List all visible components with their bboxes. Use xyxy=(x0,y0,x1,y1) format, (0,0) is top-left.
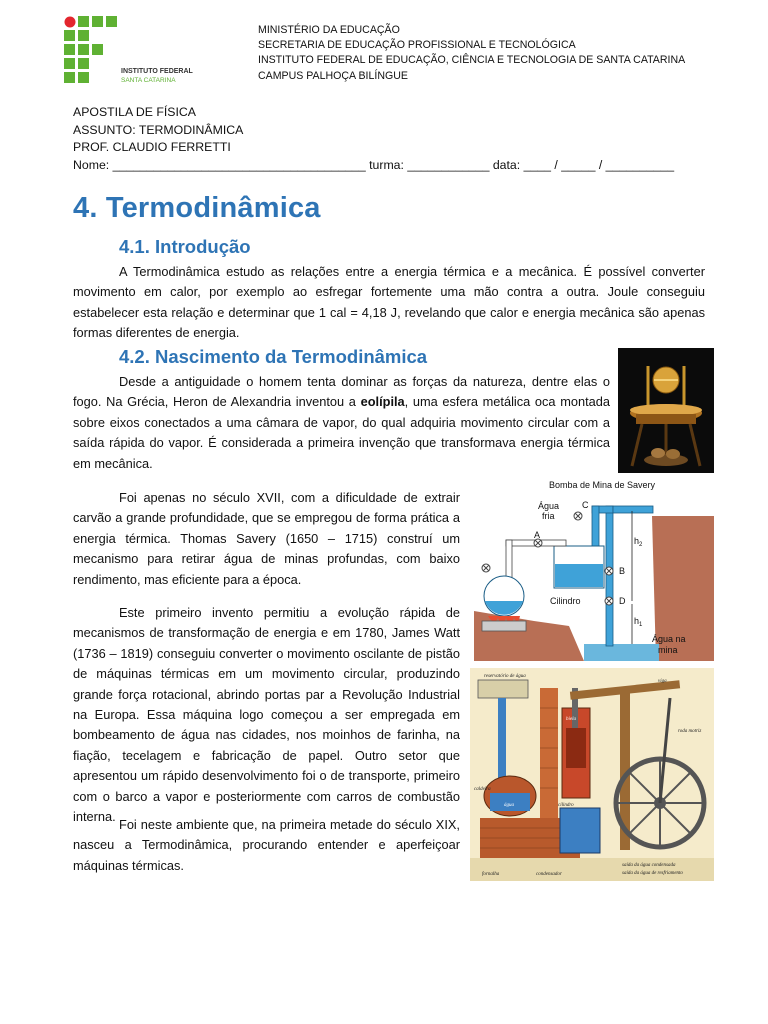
student-info-line: Nome: _____________________________________ turma: ____________ data: ____ / _____ / __________ xyxy=(73,158,675,172)
p4-text: Foi neste ambiente que, na primeira metade do século XIX, nasceu a Termodinâmica, procurando entender e aperfeiçoar máquinas térmicas. xyxy=(73,817,460,873)
savery-valve-c: C xyxy=(582,500,589,510)
paragraph-savery xyxy=(73,488,460,590)
header-line-1: MINISTÉRIO DA EDUCAÇÃO xyxy=(258,24,400,36)
savery-h1: $h_1$ xyxy=(634,616,643,628)
section-birth-title: 4.2. Nascimento da Termodinâmica xyxy=(119,346,428,367)
header-line-2: SECRETARIA DE EDUCAÇÃO PROFISSIONAL E TECNOLÓGICA xyxy=(258,39,576,52)
savery-agua-fria-1: Água xyxy=(538,501,560,511)
watt-label-saida1: saída da água condensada xyxy=(622,863,676,868)
watt-label-condensador: condensador xyxy=(536,872,562,877)
savery-cilindro: Cilindro xyxy=(550,596,581,606)
header-line-4: CAMPUS PALHOÇA BILÍNGUE xyxy=(258,69,408,82)
paragraph-eolipila xyxy=(73,372,610,474)
savery-agua-mina-1: Água na xyxy=(652,634,686,644)
watt-label-roda: roda motriz xyxy=(678,729,702,734)
watt-label-reservatorio: reservatório de água xyxy=(484,674,526,679)
watt-label-viga: viga xyxy=(658,679,667,684)
watt-engine-illustration xyxy=(470,668,714,881)
p3-text: Este primeiro invento permitiu a evolução rápida de mecanismos de transformação de energia e em 1780, James Watt (1736 – 1819) conseguiu converter o movimento oscilante de pistão de máquinas térmicas em um movimento circular, produzindo grande força rotacional, abrindo portas par a Revolução Industrial na Europa. Essa máquina logo começou a ser empregada em bombeamento de água nas cidades, nos moinhos de farinha, na fiação, tecelagem e fabricação de papel. Outro setor que apresentou um rápido desenvolvimento foi o de transporte, primeiro com o barco a vapor e posteriormente com carros de combustão interna. xyxy=(73,605,460,825)
chapter-title: 4. Termodinâmica xyxy=(73,192,321,224)
watt-label-agua: água xyxy=(504,803,514,808)
savery-pump-diagram xyxy=(474,476,714,661)
watt-label-saida2: saída da água de resfriamento xyxy=(622,871,683,876)
section-intro-title: 4.1. Introdução xyxy=(119,236,251,257)
intro-paragraph xyxy=(73,262,705,344)
savery-agua-fria-2: fria xyxy=(542,511,555,521)
savery-title: Bomba de Mina de Savery xyxy=(549,480,656,490)
intro-text: A Termodinâmica estudo as relações entre a energia térmica e a mecânica. É possível converter movimento em calor, por exemplo ao esfregar fortemente uma mão contra a outra. Joule conseguiu estabelecer esta relação e determinar que 1 cal = 4,18 J, revelando que calor e energia mecânica são apenas formas diferentes de energia. xyxy=(73,264,705,341)
apostila-label: APOSTILA DE FÍSICA xyxy=(73,105,197,119)
watt-label-cilindro: cilindro xyxy=(558,803,574,808)
institution-header xyxy=(258,23,685,84)
watt-label-biela: biela xyxy=(566,717,576,722)
logo-line2: SANTA CATARINA xyxy=(121,77,176,84)
institute-logo xyxy=(64,16,204,86)
p2-text: Foi apenas no século XVII, com a dificuldade de extrair carvão a grande profundidade, que se empregou de forma prática a energia térmica. Thomas Savery (1650 – 1715) construí um mecanismo para retirar água de minas profundas, com baixo rendimento, mas eficiente para a época. xyxy=(73,490,460,587)
eolipila-image xyxy=(618,348,714,473)
assunto-label: ASSUNTO: TERMODINÂMICA xyxy=(73,122,244,137)
savery-h2: $h_2$ xyxy=(634,536,643,548)
p1-bold-term: eolípila xyxy=(360,394,405,410)
p1-text-a: Desde a antiguidade o homem tenta dominar as forças da natureza, dentre elas o fogo. Na Grécia, Heron de Alexandria inventou a xyxy=(73,374,610,410)
watt-label-fornalha: fornalha xyxy=(482,872,500,877)
header-line-3: INSTITUTO FEDERAL DE EDUCAÇÃO, CIÊNCIA E TECNOLOGIA DE SANTA CATARINA xyxy=(258,54,686,67)
paragraph-watt xyxy=(73,603,460,827)
document-meta xyxy=(73,104,243,157)
savery-agua-mina-2: mina xyxy=(658,645,678,655)
savery-valve-d: D xyxy=(619,596,626,606)
paragraph-conclusion xyxy=(73,815,460,876)
watt-label-caldeira: caldeira xyxy=(474,787,491,792)
savery-valve-a: A xyxy=(534,530,541,540)
logo-line1: INSTITUTO FEDERAL xyxy=(121,68,193,75)
professor-label: PROF. CLAUDIO FERRETTI xyxy=(73,140,231,154)
savery-valve-b: B xyxy=(619,566,626,576)
p1-text-b: , uma esfera metálica oca montada sobre eixos conectados a uma câmara de vapor, do qual adquiria movimento circular com a saída rápida do vapor. É considerada a primeira invenção que transformava energia térmica em mecânica. xyxy=(73,394,610,471)
